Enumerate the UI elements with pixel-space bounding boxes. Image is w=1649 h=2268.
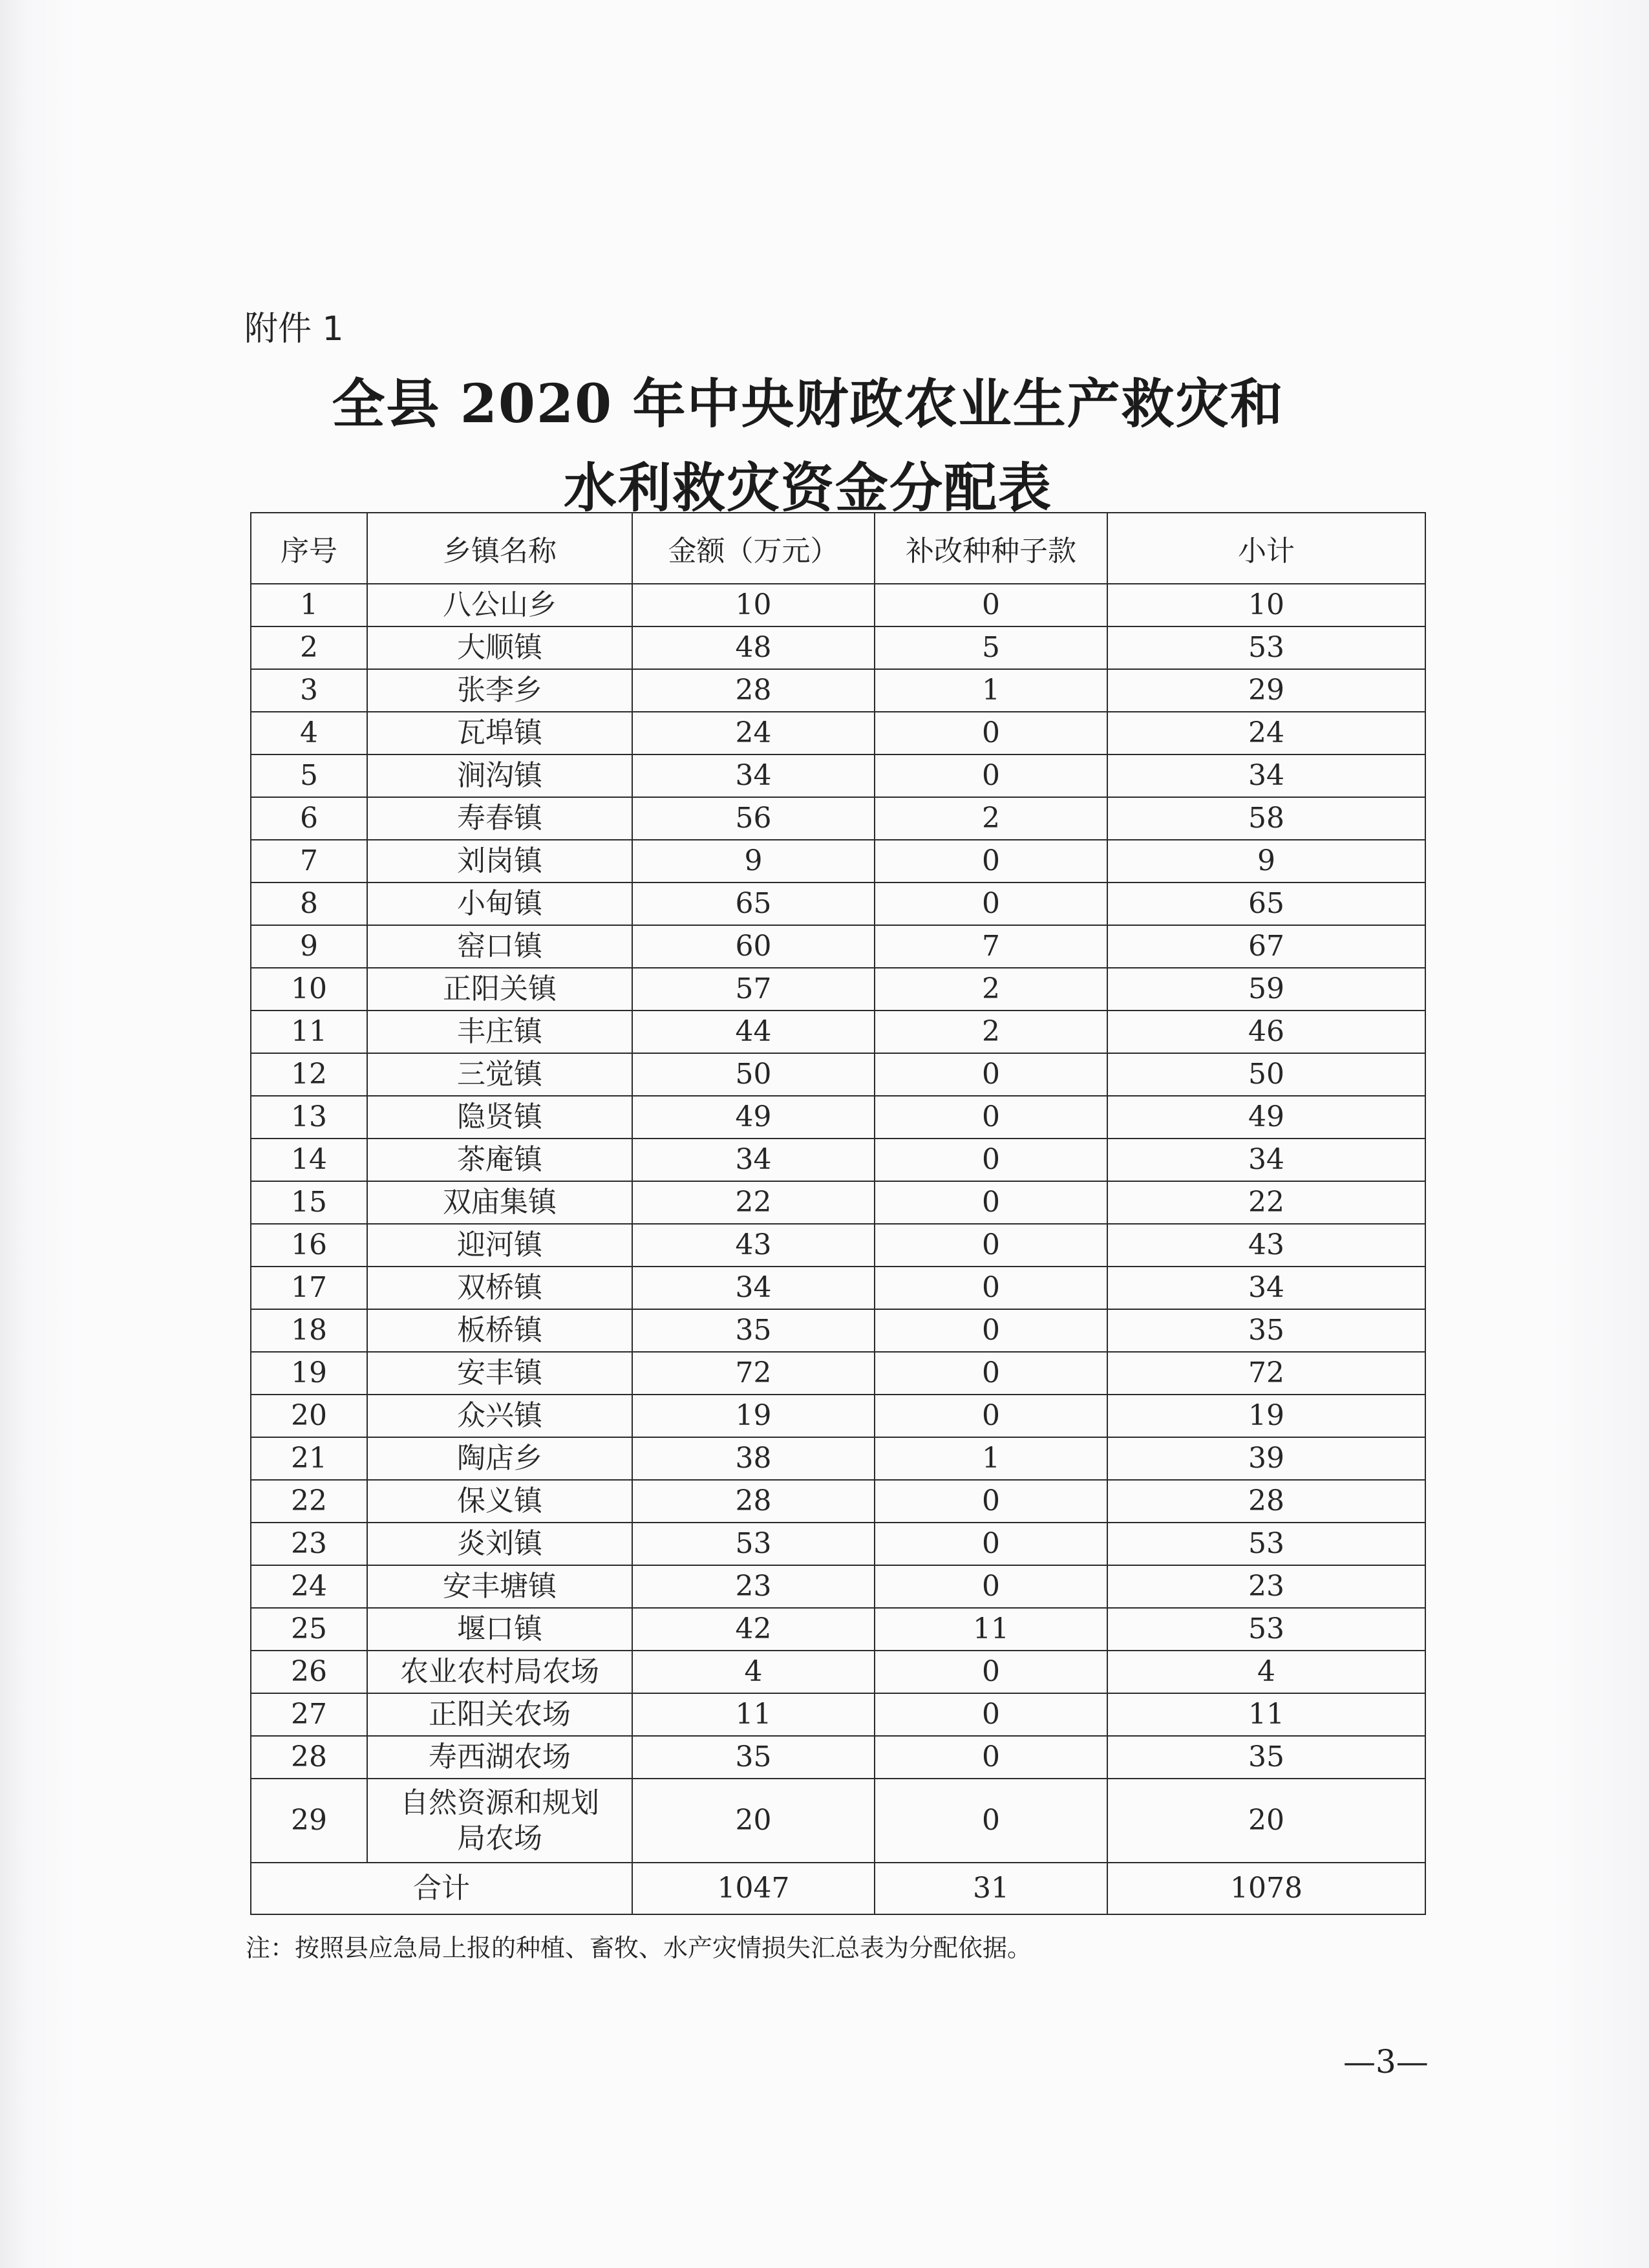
cell-amount: 48	[632, 626, 875, 669]
cell-amount: 19	[632, 1395, 875, 1437]
cell-town-name: 刘岗镇	[367, 840, 632, 883]
cell-seed-fund: 0	[875, 1736, 1107, 1779]
table-row	[251, 1736, 1425, 1779]
cell-subtotal: 72	[1107, 1352, 1425, 1395]
cell-subtotal: 53	[1107, 626, 1425, 669]
cell-subtotal: 43	[1107, 1224, 1425, 1267]
cell-town-name: 板桥镇	[367, 1309, 632, 1352]
cell-subtotal: 34	[1107, 754, 1425, 797]
document-title-line2: 水利救灾资金分配表	[563, 457, 1052, 519]
cell-amount: 28	[632, 1480, 875, 1523]
cell-serial: 27	[251, 1693, 367, 1736]
table-row	[251, 1480, 1425, 1523]
table-row	[251, 1309, 1425, 1352]
cell-serial: 25	[251, 1608, 367, 1651]
cell-amount: 43	[632, 1224, 875, 1267]
cell-amount: 50	[632, 1053, 875, 1096]
cell-seed-fund: 0	[875, 712, 1107, 754]
cell-seed-fund: 0	[875, 1693, 1107, 1736]
cell-seed-fund: 0	[875, 1480, 1107, 1523]
cell-amount: 34	[632, 754, 875, 797]
cell-town-name: 迎河镇	[367, 1224, 632, 1267]
total-amount: 1047	[632, 1863, 875, 1914]
cell-serial: 10	[251, 968, 367, 1011]
table-row	[251, 1096, 1425, 1139]
table-row	[251, 1352, 1425, 1395]
total-subtotal: 1078	[1107, 1863, 1425, 1914]
cell-seed-fund: 0	[875, 1309, 1107, 1352]
cell-serial: 22	[251, 1480, 367, 1523]
cell-town-name: 八公山乡	[367, 584, 632, 626]
table-row	[251, 1053, 1425, 1096]
cell-town-name: 涧沟镇	[367, 754, 632, 797]
cell-town-name: 丰庄镇	[367, 1011, 632, 1053]
cell-subtotal: 9	[1107, 840, 1425, 883]
cell-seed-fund: 5	[875, 626, 1107, 669]
table-row	[251, 1224, 1425, 1267]
cell-serial: 17	[251, 1267, 367, 1309]
cell-serial: 14	[251, 1139, 367, 1181]
cell-subtotal: 67	[1107, 925, 1425, 968]
table-row	[251, 1395, 1425, 1437]
cell-town-name: 双庙集镇	[367, 1181, 632, 1224]
table-row	[251, 925, 1425, 968]
cell-serial: 26	[251, 1651, 367, 1693]
cell-serial: 24	[251, 1565, 367, 1608]
cell-amount: 10	[632, 584, 875, 626]
cell-subtotal: 35	[1107, 1309, 1425, 1352]
cell-town-name: 三觉镇	[367, 1053, 632, 1096]
table-row	[251, 1181, 1425, 1224]
cell-town-name: 陶店乡	[367, 1437, 632, 1480]
cell-serial: 13	[251, 1096, 367, 1139]
cell-amount: 34	[632, 1139, 875, 1181]
cell-amount: 49	[632, 1096, 875, 1139]
cell-serial: 20	[251, 1395, 367, 1437]
cell-seed-fund: 1	[875, 669, 1107, 712]
table-row	[251, 883, 1425, 925]
cell-seed-fund: 0	[875, 1053, 1107, 1096]
cell-serial: 1	[251, 584, 367, 626]
cell-town-name: 茶庵镇	[367, 1139, 632, 1181]
table-row	[251, 712, 1425, 754]
cell-town-name: 瓦埠镇	[367, 712, 632, 754]
cell-serial: 16	[251, 1224, 367, 1267]
cell-subtotal: 34	[1107, 1267, 1425, 1309]
table-row	[251, 754, 1425, 797]
cell-amount: 35	[632, 1736, 875, 1779]
cell-subtotal: 34	[1107, 1139, 1425, 1181]
cell-seed-fund: 2	[875, 968, 1107, 1011]
total-row	[251, 1863, 1425, 1914]
cell-seed-fund: 0	[875, 1224, 1107, 1267]
cell-subtotal: 4	[1107, 1651, 1425, 1693]
cell-seed-fund: 0	[875, 1352, 1107, 1395]
page-number: —3—	[1343, 2043, 1429, 2081]
cell-seed-fund: 11	[875, 1608, 1107, 1651]
header-amount: 金额（万元）	[632, 513, 875, 584]
allocation-table	[250, 512, 1426, 1915]
cell-amount: 11	[632, 1693, 875, 1736]
cell-subtotal: 22	[1107, 1181, 1425, 1224]
cell-serial: 8	[251, 883, 367, 925]
table-row	[251, 1139, 1425, 1181]
cell-subtotal: 59	[1107, 968, 1425, 1011]
cell-seed-fund: 0	[875, 1651, 1107, 1693]
cell-subtotal: 46	[1107, 1011, 1425, 1053]
cell-town-name: 大顺镇	[367, 626, 632, 669]
cell-amount: 72	[632, 1352, 875, 1395]
cell-amount: 34	[632, 1267, 875, 1309]
cell-amount: 23	[632, 1565, 875, 1608]
cell-seed-fund: 0	[875, 883, 1107, 925]
cell-town-name: 农业农村局农场	[367, 1651, 632, 1693]
cell-amount: 57	[632, 968, 875, 1011]
cell-serial: 6	[251, 797, 367, 840]
cell-subtotal: 53	[1107, 1608, 1425, 1651]
cell-serial: 23	[251, 1523, 367, 1565]
header-town-name: 乡镇名称	[367, 513, 632, 584]
cell-town-name: 堰口镇	[367, 1608, 632, 1651]
cell-subtotal: 49	[1107, 1096, 1425, 1139]
cell-serial: 9	[251, 925, 367, 968]
cell-town-name: 正阳关镇	[367, 968, 632, 1011]
cell-serial: 15	[251, 1181, 367, 1224]
cell-seed-fund: 7	[875, 925, 1107, 968]
cell-town-name: 小甸镇	[367, 883, 632, 925]
header-subtotal: 小计	[1107, 513, 1425, 584]
cell-amount: 9	[632, 840, 875, 883]
cell-town-name: 寿春镇	[367, 797, 632, 840]
table-row	[251, 1011, 1425, 1053]
total-seed-fund: 31	[875, 1863, 1107, 1914]
cell-subtotal: 29	[1107, 669, 1425, 712]
cell-subtotal: 50	[1107, 1053, 1425, 1096]
cell-seed-fund: 0	[875, 754, 1107, 797]
table-row	[251, 626, 1425, 669]
cell-subtotal: 10	[1107, 584, 1425, 626]
attachment-label: 附件 1	[244, 310, 344, 348]
cell-serial: 21	[251, 1437, 367, 1480]
table-row	[251, 1565, 1425, 1608]
table-row	[251, 1779, 1425, 1863]
cell-subtotal: 53	[1107, 1523, 1425, 1565]
cell-seed-fund: 0	[875, 840, 1107, 883]
cell-seed-fund: 0	[875, 1139, 1107, 1181]
cell-town-name: 自然资源和规划局农场	[367, 1779, 632, 1863]
table-row	[251, 968, 1425, 1011]
header-seed-fund: 补改种种子款	[875, 513, 1107, 584]
cell-serial: 4	[251, 712, 367, 754]
cell-seed-fund: 2	[875, 797, 1107, 840]
cell-town-name: 保义镇	[367, 1480, 632, 1523]
cell-amount: 56	[632, 797, 875, 840]
table-row	[251, 797, 1425, 840]
cell-subtotal: 19	[1107, 1395, 1425, 1437]
cell-amount: 35	[632, 1309, 875, 1352]
cell-subtotal: 20	[1107, 1779, 1425, 1863]
cell-subtotal: 65	[1107, 883, 1425, 925]
cell-seed-fund: 0	[875, 1779, 1107, 1863]
cell-serial: 29	[251, 1779, 367, 1863]
cell-amount: 24	[632, 712, 875, 754]
cell-serial: 5	[251, 754, 367, 797]
cell-seed-fund: 0	[875, 1267, 1107, 1309]
cell-amount: 53	[632, 1523, 875, 1565]
cell-town-name: 安丰塘镇	[367, 1565, 632, 1608]
cell-serial: 18	[251, 1309, 367, 1352]
cell-seed-fund: 0	[875, 1181, 1107, 1224]
header-serial: 序号	[251, 513, 367, 584]
cell-amount: 22	[632, 1181, 875, 1224]
table-row	[251, 840, 1425, 883]
cell-town-name: 张李乡	[367, 669, 632, 712]
table-row	[251, 1651, 1425, 1693]
cell-amount: 65	[632, 883, 875, 925]
cell-subtotal: 28	[1107, 1480, 1425, 1523]
cell-amount: 44	[632, 1011, 875, 1053]
cell-town-name: 寿西湖农场	[367, 1736, 632, 1779]
table-row	[251, 1608, 1425, 1651]
cell-seed-fund: 1	[875, 1437, 1107, 1480]
cell-serial: 28	[251, 1736, 367, 1779]
cell-serial: 19	[251, 1352, 367, 1395]
cell-serial: 7	[251, 840, 367, 883]
cell-subtotal: 11	[1107, 1693, 1425, 1736]
cell-serial: 3	[251, 669, 367, 712]
cell-town-name: 双桥镇	[367, 1267, 632, 1309]
cell-serial: 2	[251, 626, 367, 669]
cell-serial: 12	[251, 1053, 367, 1096]
cell-town-name: 隐贤镇	[367, 1096, 632, 1139]
cell-subtotal: 58	[1107, 797, 1425, 840]
cell-seed-fund: 0	[875, 584, 1107, 626]
table-header-row	[251, 513, 1425, 584]
cell-seed-fund: 2	[875, 1011, 1107, 1053]
cell-seed-fund: 0	[875, 1395, 1107, 1437]
cell-amount: 38	[632, 1437, 875, 1480]
cell-seed-fund: 0	[875, 1096, 1107, 1139]
footnote: 注：按照县应急局上报的种植、畜牧、水产灾情损失汇总表为分配依据。	[246, 1934, 1032, 1962]
cell-subtotal: 39	[1107, 1437, 1425, 1480]
table-row	[251, 1523, 1425, 1565]
cell-subtotal: 35	[1107, 1736, 1425, 1779]
cell-amount: 20	[632, 1779, 875, 1863]
cell-town-name: 炎刘镇	[367, 1523, 632, 1565]
document-title-line1: 全县 2020 年中央财政农业生产救灾和	[332, 373, 1284, 435]
cell-seed-fund: 0	[875, 1565, 1107, 1608]
table-row	[251, 669, 1425, 712]
cell-amount: 4	[632, 1651, 875, 1693]
cell-amount: 60	[632, 925, 875, 968]
cell-town-name: 正阳关农场	[367, 1693, 632, 1736]
cell-seed-fund: 0	[875, 1523, 1107, 1565]
table-row	[251, 584, 1425, 626]
cell-serial: 11	[251, 1011, 367, 1053]
cell-town-name: 众兴镇	[367, 1395, 632, 1437]
cell-amount: 42	[632, 1608, 875, 1651]
table-row	[251, 1693, 1425, 1736]
cell-subtotal: 23	[1107, 1565, 1425, 1608]
cell-amount: 28	[632, 669, 875, 712]
cell-town-name: 窑口镇	[367, 925, 632, 968]
total-label: 合计	[251, 1863, 632, 1914]
table-row	[251, 1267, 1425, 1309]
table-row	[251, 1437, 1425, 1480]
cell-subtotal: 24	[1107, 712, 1425, 754]
cell-town-name: 安丰镇	[367, 1352, 632, 1395]
